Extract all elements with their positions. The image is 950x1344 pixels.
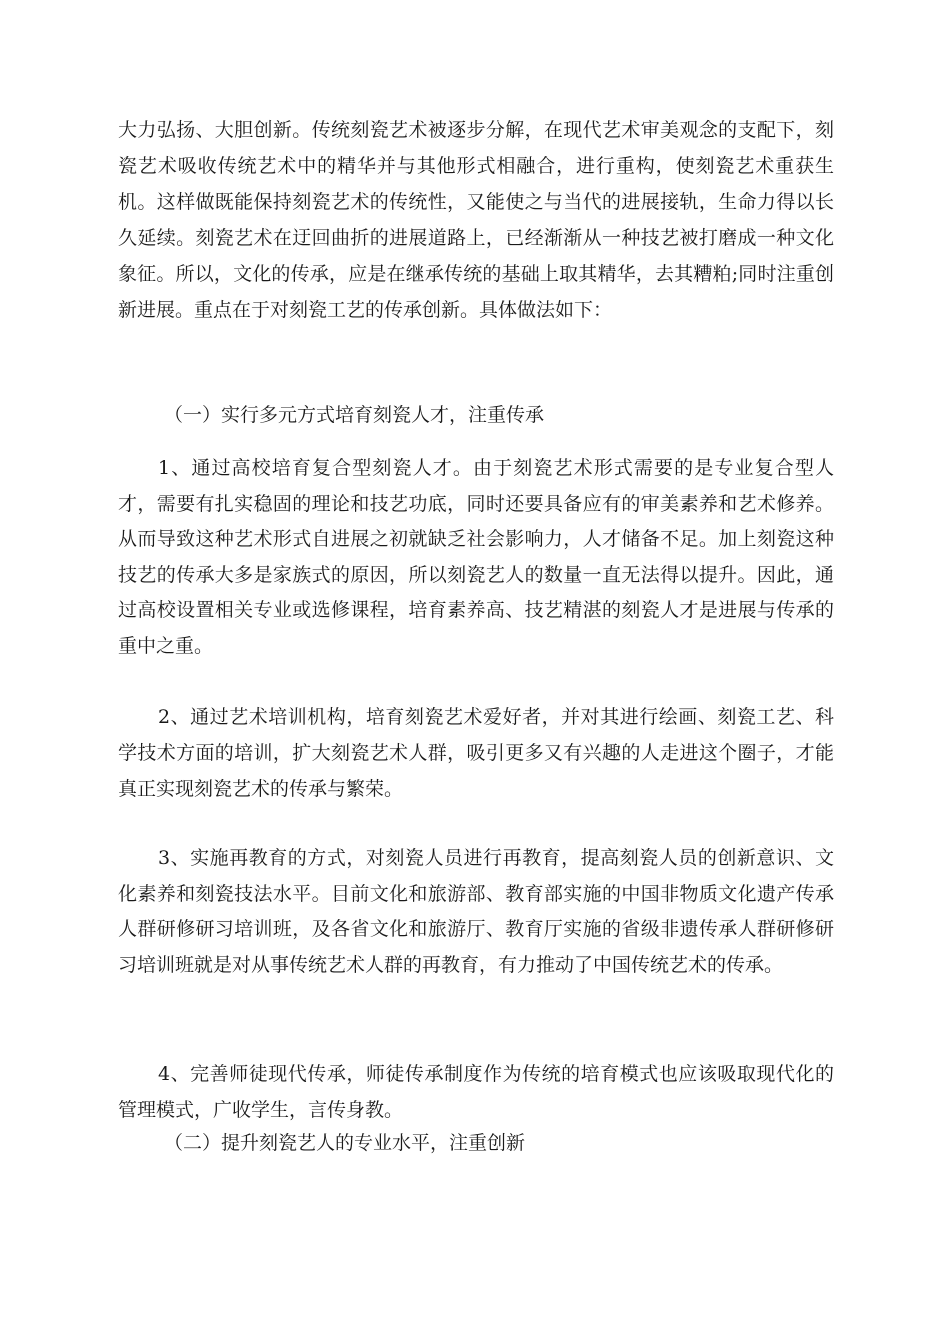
intro-paragraph: 大力弘扬、大胆创新。传统刻瓷艺术被逐步分解，在现代艺术审美观念的支配下，刻瓷艺术吸收传统艺术中的精华并与其他形式相融合，进行重构，使刻瓷艺术重获生机。这样做既能保持刻瓷艺术的传统性，又能使之与当代的进展接轨，生命力得以长久延续。刻瓷艺术在迂回曲折的进展道路上，已经渐渐从一种技艺被打磨成一种文化象征。所以，文化的传承，应是在继承传统的基础上取其精华，去其糟粕;同时注重创新进展。重点在于对刻瓷工艺的传承创新。具体做法如下： <box>118 119 834 322</box>
section-heading-one: （一）实行多元方式培育刻瓷人才，注重传承 <box>164 404 545 426</box>
list-item-one-paragraph: 1、通过高校培育复合型刻瓷人才。由于刻瓷艺术形式需要的是专业复合型人才，需要有扎实稳固的理论和技艺功底，同时还要具备应有的审美素养和艺术修养。从而导致这种艺术形式自进展之初就缺乏社会影响力，人才储备不足。加上刻瓷这种技艺的传承大多是家族式的原因，所以刻瓷艺人的数量一直无法得以提升。因此，通过高校设置相关专业或选修课程，培育素养高、技艺精湛的刻瓷人才是进展与传承的重中之重。 <box>118 457 834 657</box>
list-item-four-paragraph: 4、完善师徒现代传承，师徒传承制度作为传统的培育模式也应该吸取现代化的管理模式，广收学生，言传身教。 <box>118 1063 834 1121</box>
list-item-two-paragraph: 2、通过艺术培训机构，培育刻瓷艺术爱好者，并对其进行绘画、刻瓷工艺、科学技术方面的培训，扩大刻瓷艺术人群，吸引更多又有兴趣的人走进这个圈子，才能真正实现刻瓷艺术的传承与繁荣。 <box>118 706 834 800</box>
list-item-three-paragraph: 3、实施再教育的方式，对刻瓷人员进行再教育，提高刻瓷人员的创新意识、文化素养和刻瓷技法水平。目前文化和旅游部、教育部实施的中国非物质文化遗产传承人群研修研习培训班，及各省文化和旅游厅、教育厅实施的省级非遗传承人群研修研习培训班就是对从事传统艺术人群的再教育，有力推动了中国传统艺术的传承。 <box>118 847 834 976</box>
section-heading-two: （二）提升刻瓷艺人的专业水平，注重创新 <box>164 1132 526 1154</box>
